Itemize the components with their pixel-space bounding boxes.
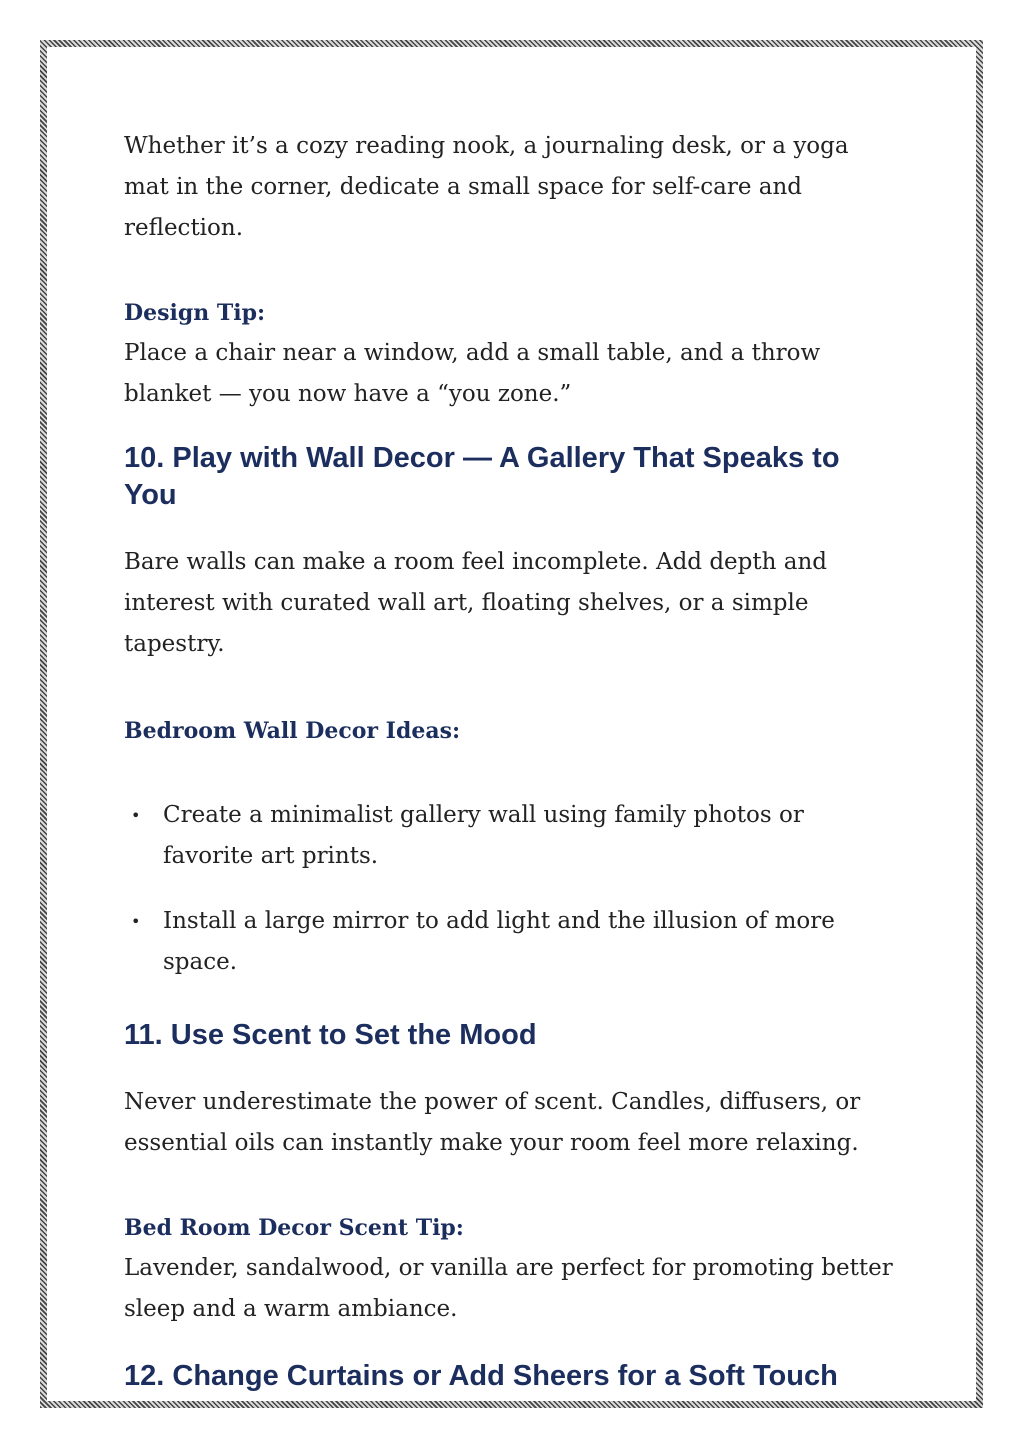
list-item-text: Install a large mirror to add light and the illusion of more space.	[163, 908, 835, 975]
scent-tip-heading: Bed Room Decor Scent Tip:	[124, 1215, 464, 1241]
design-tip-heading: Design Tip:	[124, 300, 266, 326]
design-tip-text: Place a chair near a window, add a small table, and a throw blanket — you now have a “you zone.”	[124, 340, 821, 407]
section-11-heading: 11. Use Scent to Set the Mood	[124, 1019, 537, 1051]
section-10-heading: 10. Play with Wall Decor — A Gallery That Speaks to You	[124, 442, 840, 511]
wall-decor-ideas-heading: Bedroom Wall Decor Ideas:	[124, 718, 461, 744]
list-item	[124, 795, 899, 877]
bullet-icon: •	[131, 912, 141, 931]
wall-decor-ideas-list	[124, 795, 899, 983]
list-item-text: Create a minimalist gallery wall using family photos or favorite art prints.	[163, 802, 804, 869]
document-content	[124, 126, 899, 1395]
intro-paragraph: Whether it’s a cozy reading nook, a journaling desk, or a yoga mat in the corner, dedicate a small space for self-care and reflection.	[124, 133, 849, 241]
section-12-heading: 12. Change Curtains or Add Sheers for a Soft Touch	[124, 1360, 838, 1392]
list-item	[124, 901, 899, 983]
section-11-paragraph: Never underestimate the power of scent. Candles, diffusers, or essential oils can instantly make your room feel more relaxing.	[124, 1089, 861, 1156]
section-10-paragraph: Bare walls can make a room feel incomplete. Add depth and interest with curated wall art, floating shelves, or a simple tapestry.	[124, 549, 828, 657]
scent-tip-text: Lavender, sandalwood, or vanilla are perfect for promoting better sleep and a warm ambiance.	[124, 1255, 893, 1322]
bullet-icon: •	[131, 806, 141, 825]
